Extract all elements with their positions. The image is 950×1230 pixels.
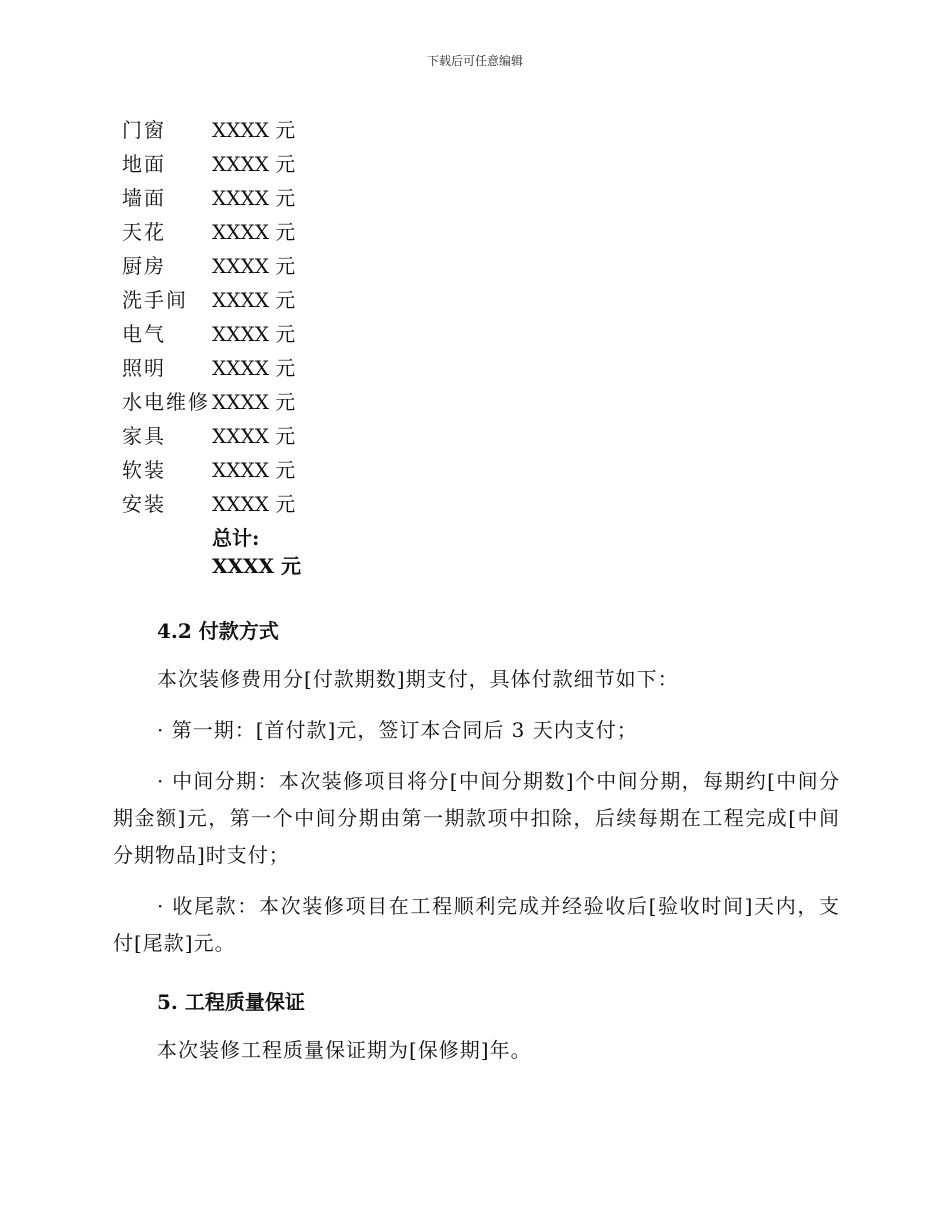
cost-item-amount: XXXX 元 <box>212 322 296 346</box>
table-row <box>118 351 312 385</box>
cost-item-amount: XXXX 元 <box>212 254 296 278</box>
payment-item-middle: · 中间分期：本次装修项目将分[中间分期数]个中间分期，每期约[中间分期金额]元，第一个中间分期由第一期款项中扣除，后续每期在工程完成[中间分期物品]时支付； <box>113 769 840 867</box>
table-row <box>118 317 312 351</box>
cost-item-amount: XXXX 元 <box>212 186 296 210</box>
total-empty-cell <box>118 521 212 583</box>
total-cell <box>212 521 312 583</box>
cost-item-name: 地面 <box>122 152 166 176</box>
table-row <box>118 215 312 249</box>
cost-item-name: 门窗 <box>122 118 166 142</box>
table-row <box>118 453 312 487</box>
cost-item-name: 水电维修 <box>122 390 210 414</box>
cost-item-name: 洗手间 <box>122 288 188 312</box>
total-row <box>118 521 312 583</box>
quality-warranty-text: 本次装修工程质量保证期为[保修期]年。 <box>157 1038 532 1062</box>
payment-item-first: · 第一期：[首付款]元，签订本合同后 3 天内支付； <box>157 718 638 742</box>
section-4-2-heading: 4.2 付款方式 <box>157 619 279 643</box>
document-body <box>113 615 840 1069</box>
cost-item-amount: XXXX 元 <box>212 390 296 414</box>
cost-item-name: 家具 <box>122 424 166 448</box>
payment-item-final: · 收尾款：本次装修项目在工程顺利完成并经验收后[验收时间]天内，支付[尾款]元。 <box>113 894 840 955</box>
cost-item-amount: XXXX 元 <box>212 458 296 482</box>
cost-item-amount: XXXX 元 <box>212 288 296 312</box>
table-row <box>118 385 312 419</box>
table-row <box>118 181 312 215</box>
cost-item-name: 天花 <box>122 220 166 244</box>
table-row <box>118 487 312 521</box>
table-row <box>118 419 312 453</box>
cost-item-name: 墙面 <box>122 186 166 210</box>
table-row <box>118 113 312 147</box>
cost-item-amount: XXXX 元 <box>212 492 296 516</box>
cost-item-amount: XXXX 元 <box>212 356 296 380</box>
cost-item-name: 照明 <box>122 356 166 380</box>
cost-table <box>118 113 312 583</box>
cost-item-amount: XXXX 元 <box>212 424 296 448</box>
page-header: 下载后可任意编辑 <box>426 54 523 68</box>
payment-intro: 本次装修费用分[付款期数]期支付，具体付款细节如下： <box>157 667 679 691</box>
total-label: 总计: <box>212 526 260 550</box>
cost-item-amount: XXXX 元 <box>212 220 296 244</box>
table-row <box>118 147 312 181</box>
cost-item-name: 软装 <box>122 458 166 482</box>
total-value: XXXX 元 <box>212 554 302 578</box>
cost-item-amount: XXXX 元 <box>212 152 296 176</box>
table-row <box>118 249 312 283</box>
cost-item-name: 安装 <box>122 492 166 516</box>
cost-item-name: 厨房 <box>122 254 166 278</box>
table-row <box>118 283 312 317</box>
section-5-heading: 5. 工程质量保证 <box>157 990 305 1014</box>
cost-item-amount: XXXX 元 <box>212 118 296 142</box>
cost-item-name: 电气 <box>122 322 166 346</box>
